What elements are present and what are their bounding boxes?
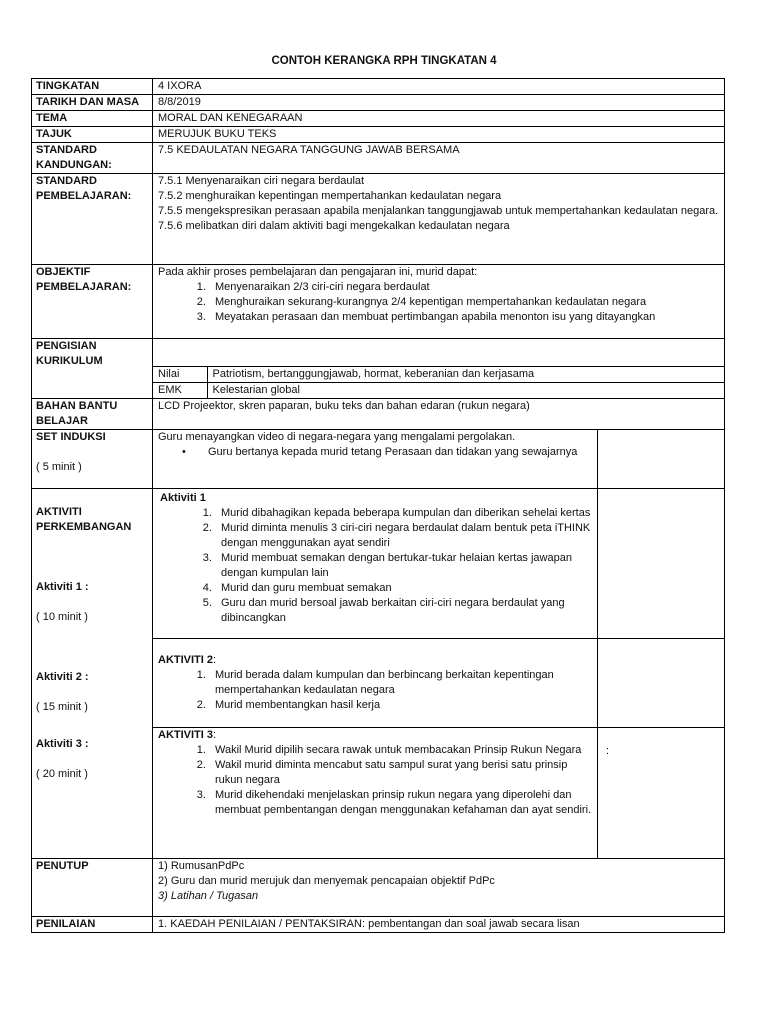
list-item: • Guru bertanya kepada murid tetang Perasaan dan tidakan yang sewajarnya xyxy=(202,445,592,460)
label-pengisian: PENGISIAN KURIKULUM xyxy=(32,339,153,399)
list-item: 2. Murid membentangkan hasil kerja xyxy=(209,698,592,713)
objektif-list xyxy=(158,280,719,325)
list-item: 2. Wakil murid diminta mencabut satu sampul surat yang berisi satu prinsip rukun negara xyxy=(209,758,592,788)
aktiviti-2-heading: AKTIVITI 2: xyxy=(158,654,217,666)
nilai-value: Patriotism, bertanggungjawab, hormat, keberanian dan kerjasama xyxy=(207,367,724,383)
label-tingkatan: TINGKATAN xyxy=(32,79,153,95)
row-penilaian xyxy=(32,917,725,933)
aktiviti-3-list xyxy=(158,743,592,818)
aktiviti-1-duration: ( 10 minit ) xyxy=(36,611,88,623)
row-tema xyxy=(32,111,725,127)
emk-value: Kelestarian global xyxy=(212,384,300,396)
aktiviti-2-list xyxy=(158,668,592,713)
value-tarikh: 8/8/2019 xyxy=(153,95,725,111)
list-item: 4. Murid dan guru membuat semakan xyxy=(215,581,592,596)
row-tajuk xyxy=(32,127,725,143)
pengisian-inner-table xyxy=(153,367,724,398)
notes-aktiviti-3: : xyxy=(598,728,725,859)
set-induksi-list xyxy=(158,445,592,460)
sp-item: 7.5.5 mengekspresikan perasaan apabila menjalankan tanggungjawab untuk mempertahankan kedaulatan negara. xyxy=(158,205,719,217)
aktiviti-3-heading: AKTIVITI 3: xyxy=(158,729,217,741)
label-standard-kandungan: STANDARD KANDUNGAN: xyxy=(32,143,153,174)
aktiviti-2-duration: ( 15 minit ) xyxy=(36,701,88,713)
row-objektif xyxy=(32,265,725,339)
label-tarikh: TARIKH DAN MASA xyxy=(32,95,153,111)
label-tajuk: TAJUK xyxy=(32,127,153,143)
aktiviti-3-heading-text: AKTIVITI 3 xyxy=(158,729,214,741)
notes-set-induksi xyxy=(598,430,725,489)
label-tema: TEMA xyxy=(32,111,153,127)
list-item: 2. Murid diminta menulis 3 ciri-ciri negara berdaulat dalam bentuk peta iTHINK dengan menggunakan ayat sendiri xyxy=(215,521,592,551)
list-item: 1. Murid dibahagikan kepada beberapa kumpulan dan diberikan sehelai kertas xyxy=(215,506,592,521)
row-tarikh xyxy=(32,95,725,111)
label-penilaian: PENILAIAN xyxy=(32,917,153,933)
label-standard-pembelajaran: STANDARD PEMBELAJARAN: xyxy=(32,174,153,265)
row-bahan xyxy=(32,399,725,430)
row-standard-pembelajaran xyxy=(32,174,725,265)
objektif-intro: Pada akhir proses pembelajaran dan pengajaran ini, murid dapat: xyxy=(158,266,478,278)
value-standard-pembelajaran xyxy=(153,174,725,265)
value-aktiviti-2 xyxy=(153,639,598,728)
list-item: 1. Menyenaraikan 2/3 ciri-ciri negara berdaulat xyxy=(209,280,719,295)
value-bahan: LCD Projeektor, skren paparan, buku teks dan bahan edaran (rukun negara) xyxy=(153,399,725,430)
label-objektif: OBJEKTIF PEMBELAJARAN: xyxy=(32,265,153,339)
aktiviti-2-label: Aktiviti 2 : xyxy=(36,671,89,683)
row-aktiviti-1 xyxy=(32,489,725,639)
penutup-line-3: 3) Latihan / Tugasan xyxy=(158,890,259,902)
row-pengisian xyxy=(32,339,725,399)
label-bahan: BAHAN BANTU BELAJAR xyxy=(32,399,153,430)
set-induksi-title: SET INDUKSI xyxy=(36,431,106,443)
emk-label: EMK xyxy=(153,383,207,399)
set-induksi-duration: ( 5 minit ) xyxy=(36,461,82,473)
list-item: 3. Murid dikehendaki menjelaskan prinsip rukun negara yang diperolehi dan membuat pembentangan dengan menggunakan kefahaman dan ayat sendiri. xyxy=(209,788,592,818)
sp-item: 7.5.1 Menyenaraikan ciri negara berdaulat xyxy=(158,175,365,187)
value-pengisian xyxy=(153,339,725,399)
aktiviti-3-label: Aktiviti 3 : xyxy=(36,738,89,750)
row-set-induksi xyxy=(32,430,725,489)
sp-item: 7.5.6 melibatkan diri dalam aktiviti bagi mengekalkan kedaulatan negara xyxy=(158,220,510,232)
aktiviti-1-heading: Aktiviti 1 xyxy=(160,492,206,504)
aktiviti-1-label: Aktiviti 1 : xyxy=(36,581,89,593)
nilai-label: Nilai xyxy=(153,367,207,383)
row-tingkatan xyxy=(32,79,725,95)
notes-aktiviti-1 xyxy=(598,489,725,639)
value-tema: MORAL DAN KENEGARAAN xyxy=(153,111,725,127)
sp-item: 7.5.2 menghuraikan kepentingan mempertahankan kedaulatan negara xyxy=(158,190,502,202)
notes-aktiviti-2 xyxy=(598,639,725,728)
row-penutup xyxy=(32,859,725,917)
document-title: CONTOH KERANGKA RPH TINGKATAN 4 xyxy=(271,55,497,67)
aktiviti-3-duration: ( 20 minit ) xyxy=(36,768,88,780)
aktiviti-1-list xyxy=(158,506,592,626)
value-aktiviti-3 xyxy=(153,728,598,859)
value-set-induksi xyxy=(153,430,598,489)
list-item: 2. Menghuraikan sekurang-kurangnya 2/4 kepentigan mempertahankan kedaulatan negara xyxy=(209,295,719,310)
value-standard-kandungan: 7.5 KEDAULATAN NEGARA TANGGUNG JAWAB BERSAMA xyxy=(153,143,725,174)
list-item: 3. Murid membuat semakan dengan bertukar-tukar helaian kertas jawapan dengan kumpulan lain xyxy=(215,551,592,581)
list-item: 1. Murid berada dalam kumpulan dan berbincang berkaitan kepentingan mempertahankan kedaulatan negara xyxy=(209,668,592,698)
label-set-induksi xyxy=(32,430,153,489)
value-aktiviti-1 xyxy=(153,489,598,639)
label-aktiviti xyxy=(32,489,153,859)
row-standard-kandungan xyxy=(32,143,725,174)
value-penutup xyxy=(153,859,725,917)
list-item: 3. Meyatakan perasaan dan membuat pertimbangan apabila menonton isu yang ditayangkan xyxy=(209,310,719,325)
value-tajuk: MERUJUK BUKU TEKS xyxy=(153,127,725,143)
list-item: 1. Wakil Murid dipilih secara rawak untuk membacakan Prinsip Rukun Negara xyxy=(209,743,592,758)
value-tingkatan: 4 IXORA xyxy=(153,79,725,95)
set-induksi-intro: Guru menayangkan video di negara-negara yang mengalami pergolakan. xyxy=(158,431,516,443)
label-penutup: PENUTUP xyxy=(32,859,153,917)
aktiviti-2-heading-text: AKTIVITI 2 xyxy=(158,654,214,666)
penutup-line-1: 1) RumusanPdPc xyxy=(158,860,245,872)
penutup-line-2: 2) Guru dan murid merujuk dan menyemak pencapaian objektif PdPc xyxy=(158,875,495,887)
rph-table xyxy=(31,78,725,933)
value-penilaian: 1. KAEDAH PENILAIAN / PENTAKSIRAN: pembentangan dan soal jawab secara lisan xyxy=(153,917,725,933)
value-objektif xyxy=(153,265,725,339)
list-item: 5. Guru dan murid bersoal jawab berkaitan ciri-ciri negara berdaulat yang dibincangkan xyxy=(215,596,592,626)
aktiviti-title: AKTIVITI PERKEMBANGAN xyxy=(36,506,132,533)
